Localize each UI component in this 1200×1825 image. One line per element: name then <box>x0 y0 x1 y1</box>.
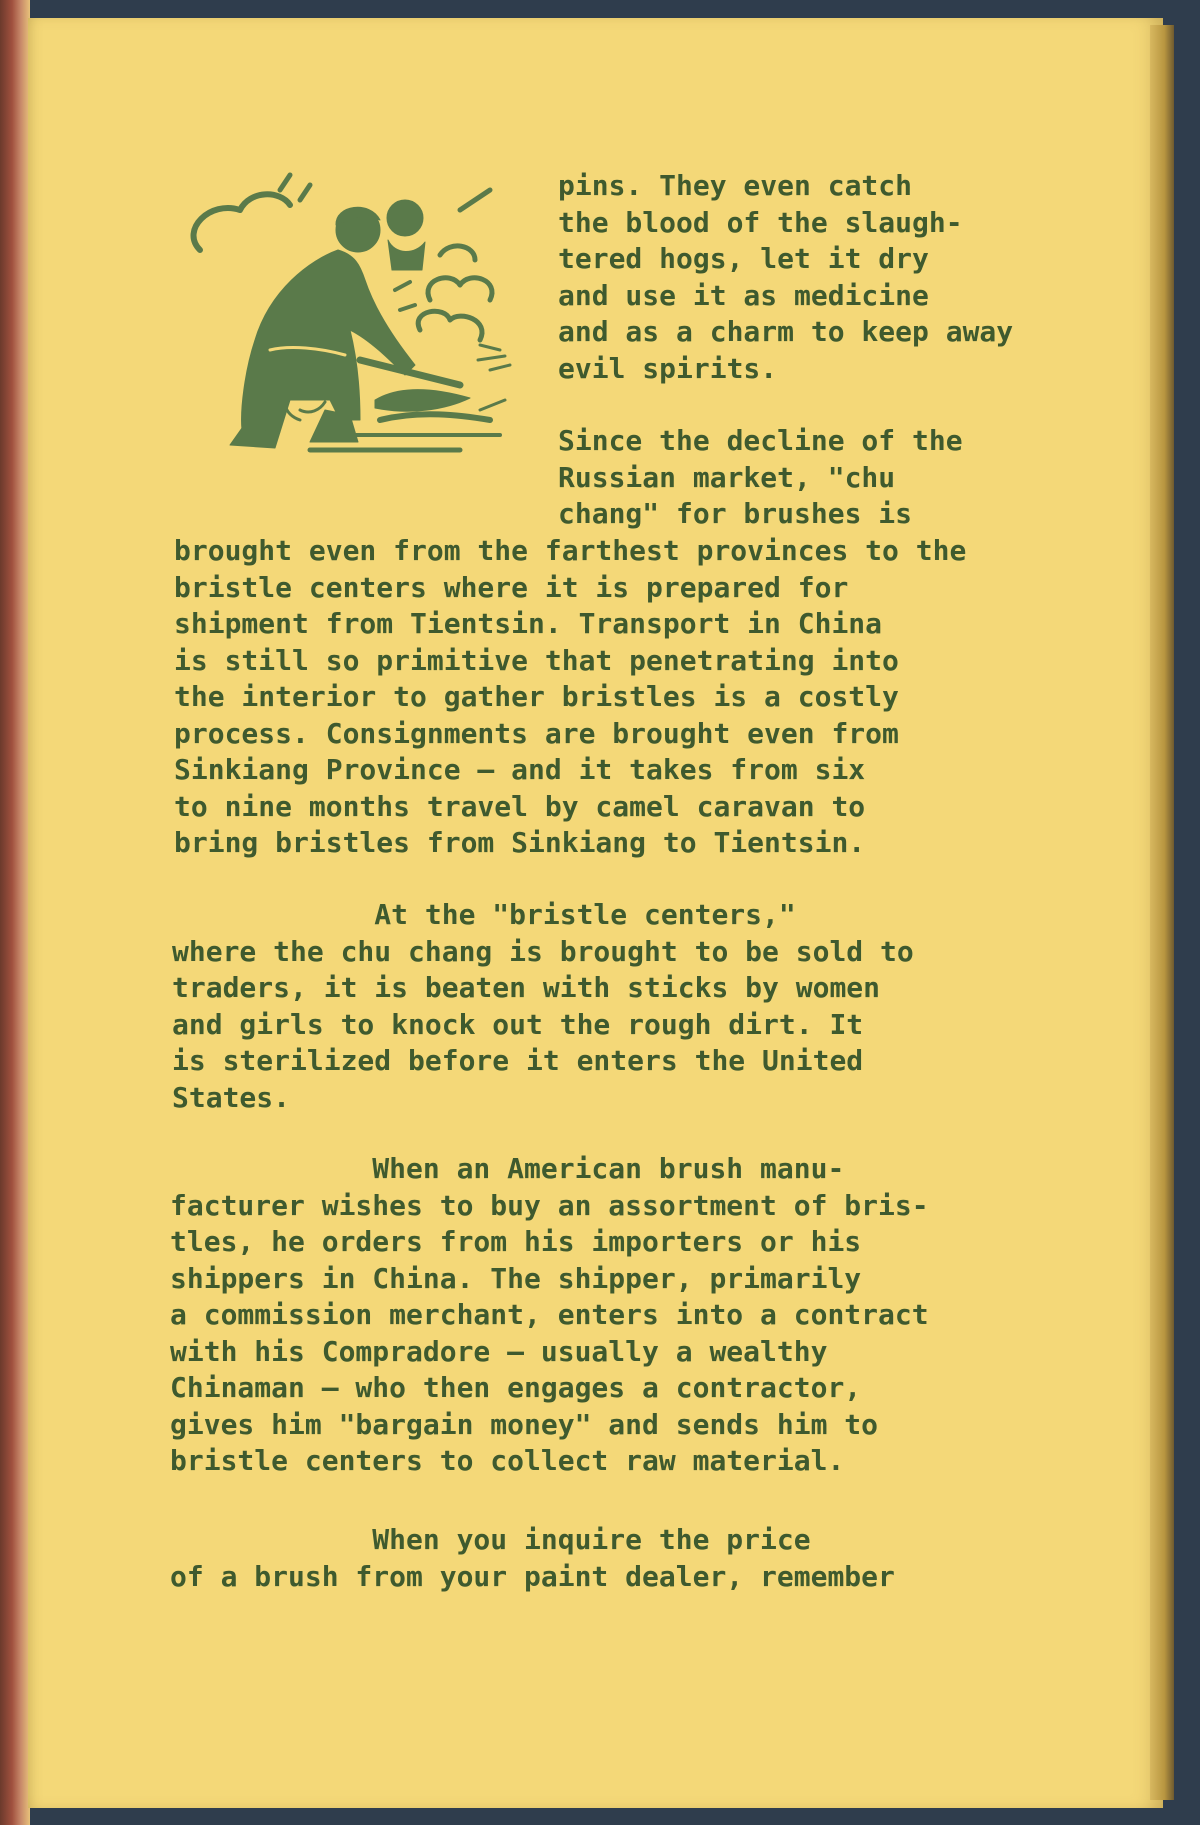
paragraph-decline-body: brought even from the farthest provinces to the bristle centers where it is prepared for shipment from Tientsin. Transport in China is still so primitive that penetrating into the interior to gather bristles is a costly process. Consignments are brought even from Sinkiang Province — and it takes from six to nine months travel by camel caravan to bring bristles from Sinkiang to Tientsin. <box>174 534 967 859</box>
page-stack-edge <box>1150 25 1174 1800</box>
book-cover-edge <box>0 0 30 1825</box>
paragraph-bristle-centers: At the "bristle centers," where the chu chang is brought to be sold to traders, it is beaten with sticks by women and girls to knock out the rough dirt. It is sterilized before it enters the United States. <box>172 898 914 1114</box>
woman-beating-bristles-illustration <box>160 170 520 460</box>
paragraph-price: When you inquire the price of a brush from your paint dealer, remember <box>170 1523 895 1593</box>
paragraph-manufacturer: When an American brush manu- facturer wishes to buy an assortment of bris- tles, he orders from his importers or his shippers in China. The shipper, primarily a commission merchant, enters into a contract with his Compradore — usually a wealthy Chinaman — who then engages a contractor, gives him "bargain money" and sends him to bristle centers to collect raw material. <box>170 1152 929 1477</box>
paragraph-pins: pins. They even catch the blood of the slaugh- tered hogs, let it dry and use it as medicine and as a charm to keep away evil spirits. <box>558 169 1014 385</box>
paragraph-decline-intro: Since the decline of the Russian market, "chu chang" for brushes is <box>558 424 963 530</box>
